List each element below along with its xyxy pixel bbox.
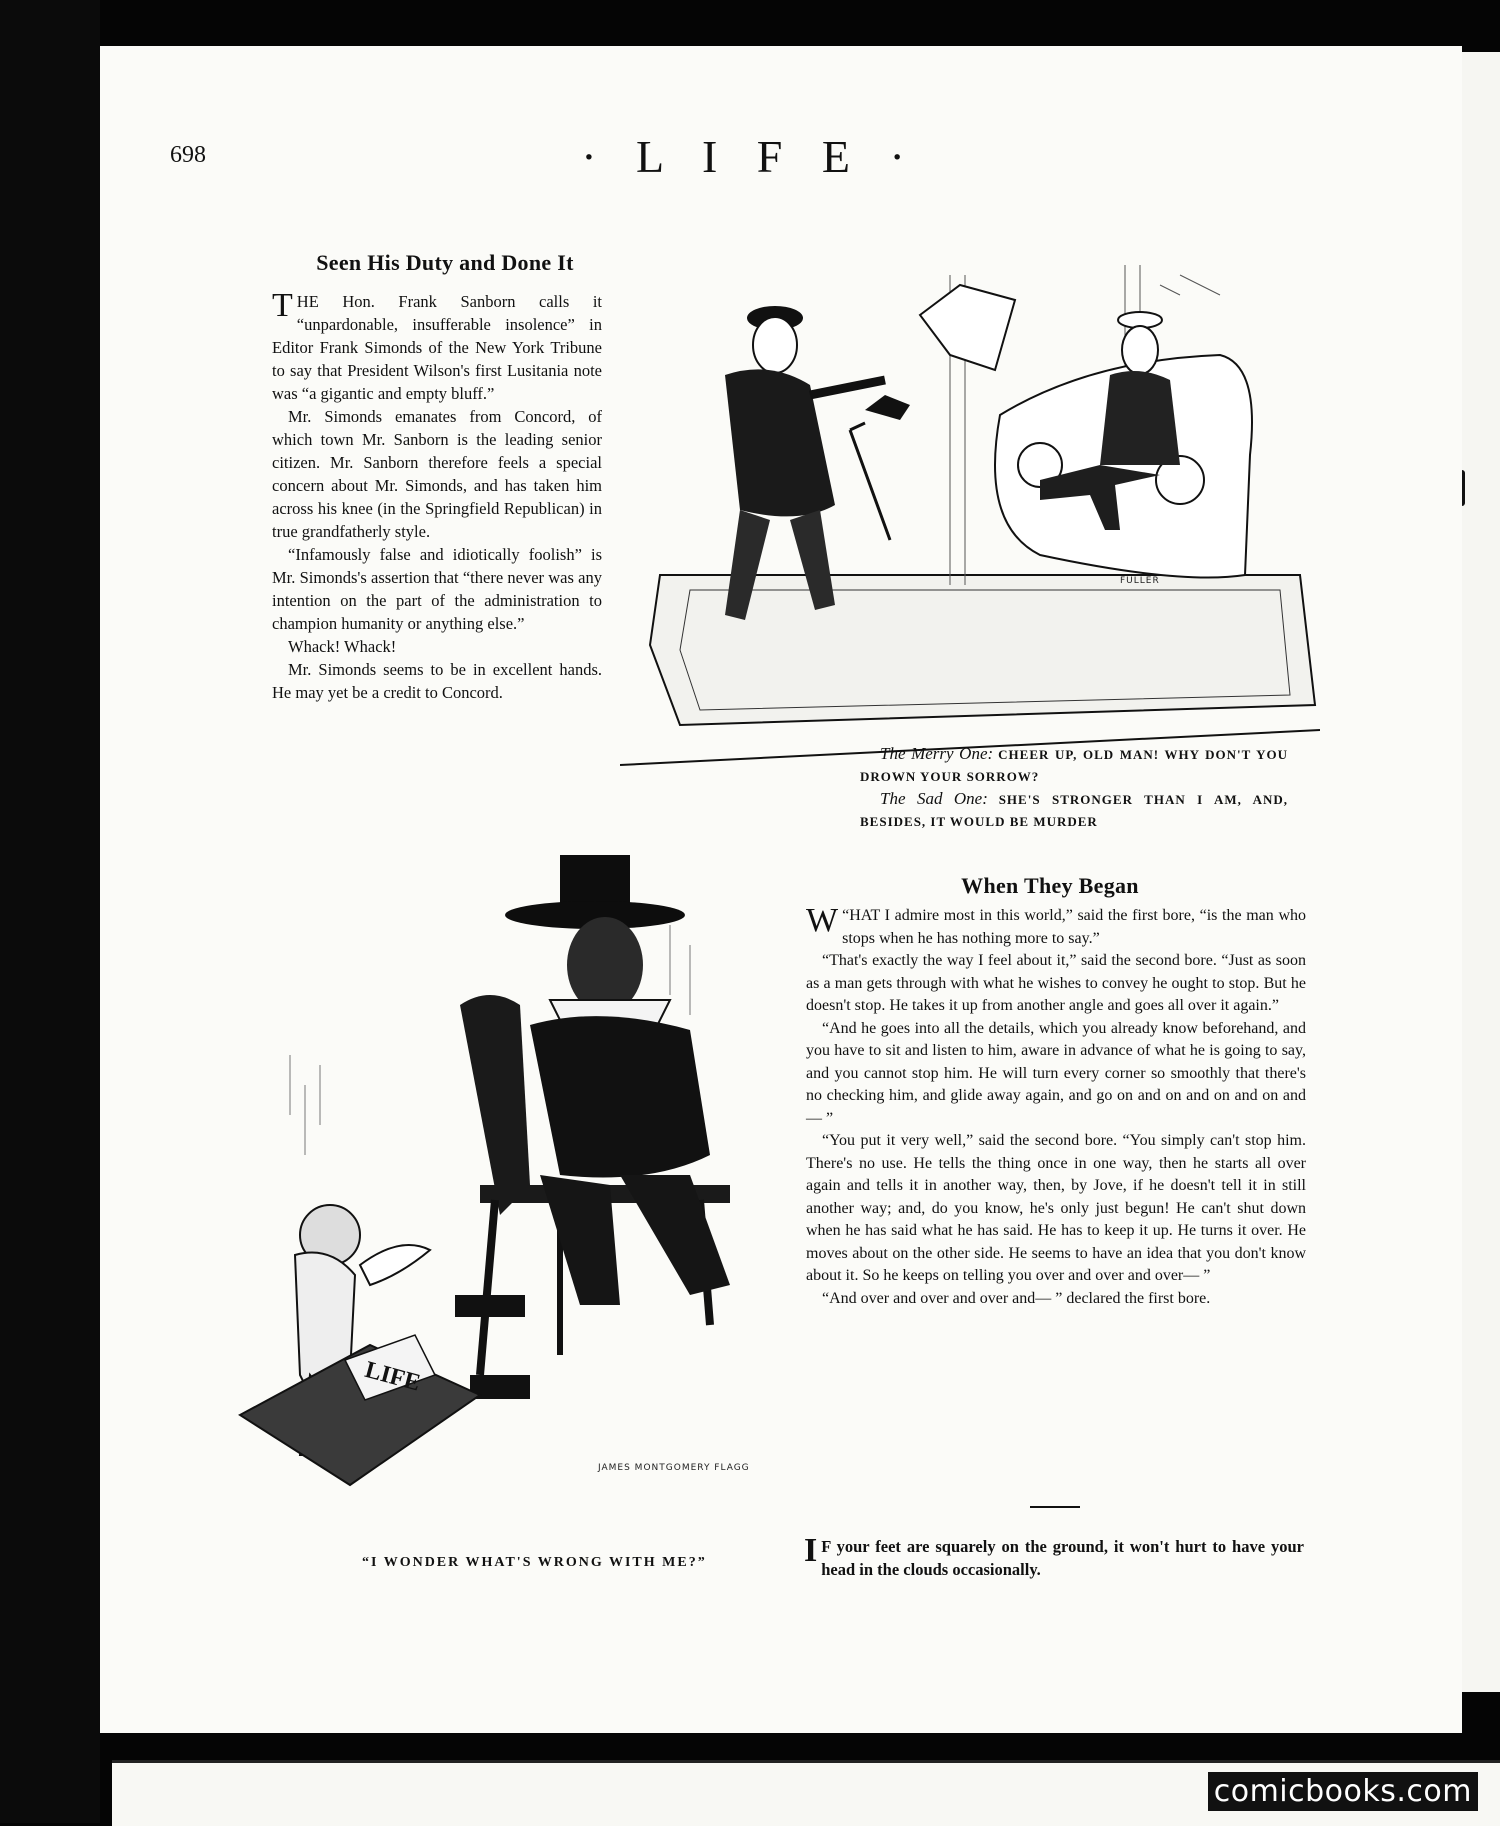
artist-signature: FULLER [1120,576,1160,586]
article-title-2: When They Began [961,873,1139,898]
paragraph: “And he goes into all the details, which you already know beforehand, and you have to sit and listen to him, aware in advance of what he is going to say, and you cannot stop him. He will turn every corner so smoothly that there's no checking him, and glide away again, and go on and on and on and on and— ” [806,1019,1306,1127]
paragraph: Mr. Simonds emanates from Concord, of which town Mr. Sanborn is the leading senior citizen. Mr. Sanborn therefore feels a special concern about Mr. Simonds, and has taken him across his knee (in the Springfield Republican) in true grandfatherly style. [272,407,602,541]
dropcap: T [272,287,293,324]
watermark: comicbooks.com [1208,1772,1478,1811]
page-number: 698 [170,142,206,168]
cartoon-illustration-puritan-cupid [230,855,770,1495]
dropcap: I [804,1532,818,1569]
paragraph: “That's exactly the way I feel about it,” said the second bore. “Just as soon as a man gets through with what he wishes to convey he ought to stop. But he doesn't stop. He takes it up from another angle and goes all over it again.” [806,952,1306,1014]
paragraph: “HAT I admire most in this world,” said the first bore, “is the man who stops when he has nothing more to say.” [842,907,1306,947]
paragraph: HE Hon. Frank Sanborn calls it “unpardonable, insufferable insolence” in Editor Frank Simonds of the New York Tribune to say that President Wilson's first Lusitania note was “a gigantic and empty bluff.” [272,292,602,403]
dropcap: W [806,902,839,939]
caption-speech: SHE'S STRONGER THAN I AM, AND, BESIDES, IT WOULD BE MURDER [860,792,1289,829]
artist-signature: JAMES MONTGOMERY FLAGG [598,1463,750,1473]
paragraph: Whack! Whack! [288,637,397,656]
cartoon-illustration-merry-sad [620,255,1320,770]
cartoon-1-caption [860,743,1288,833]
paragraph: “You put it very well,” said the second bore. “You simply can't stop him. There's no use. He tells the thing once in one way, then he starts all over again and tells it in another way, then, by Jove, if he doesn't tell it in still another way; and, do you know, he's only just begun! He can't shut down when he has said what he has said. He has to keep it up. He turns it over. He moves about on the other side. He seems to have an idea that you don't know about it. So he keeps on telling you over and over and over— ” [806,1132,1306,1284]
paragraph: “Infamously false and idiotically foolish” is Mr. Simonds's assertion that “there never was any intention on the part of the administration to champion humanity or anything else.” [272,545,602,633]
magazine-cover-text: LIFE [362,1356,424,1397]
cartoon-2-caption: “I WONDER WHAT'S WRONG WITH ME?” [362,1555,707,1570]
filler-paragraph [804,1532,1304,1581]
paragraph: “And over and over and over and— ” declared the first bore. [822,1289,1211,1307]
paragraph: F your feet are squarely on the ground, it won't hurt to have your head in the clouds occasionally. [821,1537,1304,1579]
article-title-1: Seen His Duty and Done It [316,250,574,275]
paragraph: Mr. Simonds seems to be in excellent hands. He may yet be a credit to Concord. [272,660,602,702]
caption-speaker: The Sad One: [880,789,988,808]
caption-speech: CHEER UP, OLD MAN! WHY DON'T YOU DROWN YOUR SORROW? [860,747,1289,784]
scan-border [0,0,100,1823]
caption-speaker: The Merry One: [880,744,994,763]
article-2-body [806,902,1306,1310]
masthead: · L I F E · [581,131,919,182]
article-1-body [272,287,602,704]
section-divider [1030,1506,1080,1508]
